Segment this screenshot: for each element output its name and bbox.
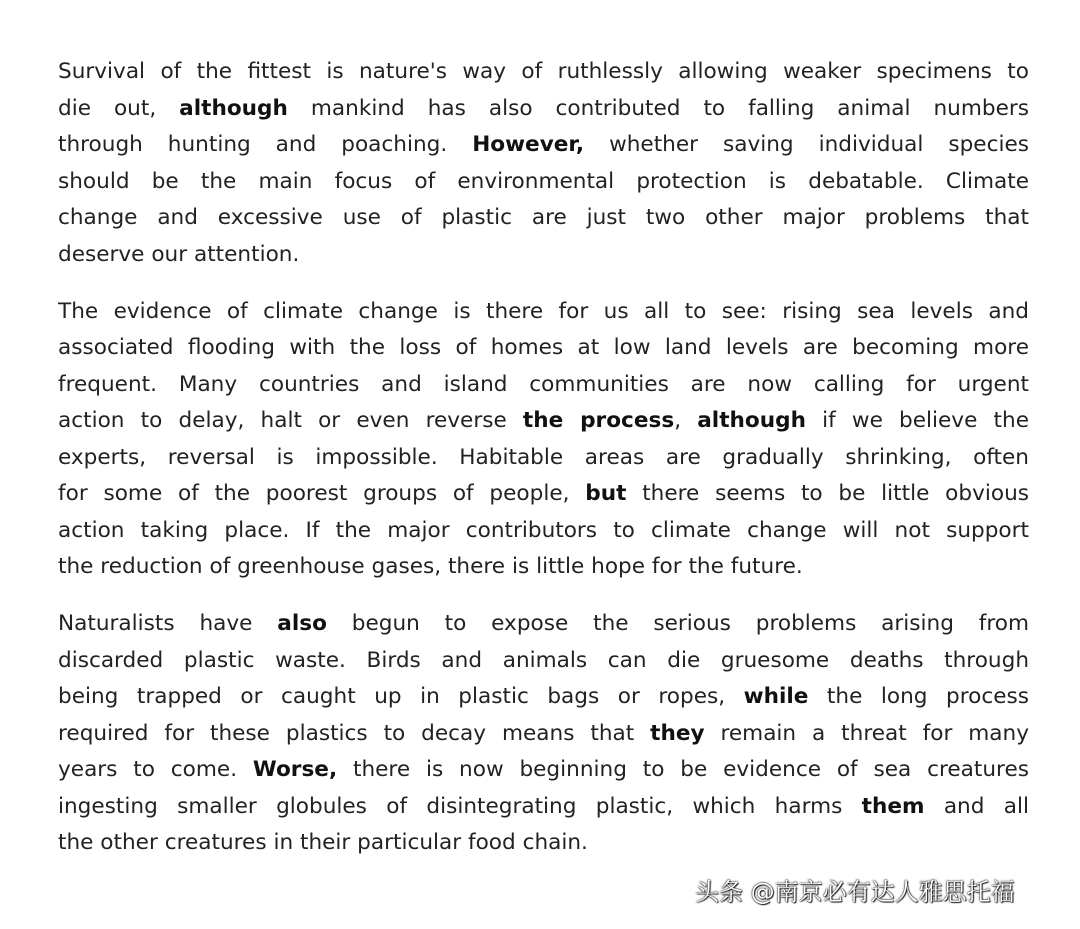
- text-segment: discarded plastic waste. Birds and animals can die gruesome deaths through: [58, 647, 1029, 673]
- text-line: [58, 200, 1029, 237]
- text-segment: begun to expose the serious problems arising from: [326, 611, 1029, 636]
- bold-linking-word: However,: [472, 132, 585, 157]
- bold-linking-word: but: [585, 481, 627, 506]
- text-segment: deserve our attention.: [58, 241, 300, 267]
- text-segment: frequent. Many countries and island communities are now calling for urgent: [58, 371, 1029, 397]
- text-line: [58, 403, 1029, 440]
- text-line: [58, 91, 1029, 128]
- text-segment: being trapped or caught up in plastic bags or ropes,: [58, 684, 744, 709]
- text-line: [58, 440, 1029, 477]
- text-line: [58, 643, 1029, 680]
- text-segment: years to come.: [58, 757, 253, 782]
- text-segment: the other creatures in their particular food chain.: [58, 830, 588, 855]
- text-line: [58, 606, 1029, 643]
- text-line: [58, 367, 1029, 404]
- text-line: [58, 716, 1029, 753]
- bold-linking-word: although: [179, 95, 288, 121]
- text-segment: remain a threat for many: [704, 720, 1029, 746]
- bold-linking-word: also: [277, 611, 327, 636]
- text-segment: through hunting and poaching.: [58, 132, 473, 157]
- text-line: [58, 54, 1029, 91]
- bold-linking-word: the process: [522, 408, 675, 433]
- text-segment: should be the main focus of environmental protection is debatable. Climate: [58, 168, 1029, 194]
- text-segment: ,: [674, 408, 698, 433]
- text-segment: The evidence of climate change is there for us all to see: rising sea levels and: [58, 298, 1029, 324]
- bold-linking-word: although: [697, 408, 806, 433]
- paragraph: [58, 606, 1029, 862]
- paragraph: [58, 54, 1029, 273]
- text-segment: the reduction of greenhouse gases, there is little hope for the future.: [58, 554, 803, 579]
- bold-linking-word: them: [861, 793, 925, 819]
- text-segment: and all: [924, 793, 1029, 819]
- text-segment: the long process: [808, 684, 1029, 709]
- text-segment: for some of the poorest groups of people,: [58, 481, 586, 506]
- paragraph: [58, 294, 1029, 586]
- text-line: [58, 164, 1029, 201]
- text-line: [58, 513, 1029, 550]
- text-line: [58, 237, 1029, 274]
- bold-linking-word: they: [650, 720, 705, 746]
- text-segment: if we believe the: [805, 408, 1029, 433]
- text-segment: required for these plastics to decay means that: [58, 720, 651, 746]
- text-line: [58, 476, 1029, 513]
- text-line: [58, 127, 1029, 164]
- text-line: [58, 294, 1029, 331]
- text-segment: ingesting smaller globules of disintegrating plastic, which harms: [58, 793, 862, 819]
- text-line: [58, 752, 1029, 789]
- text-line: [58, 679, 1029, 716]
- essay-text: [58, 54, 1029, 882]
- text-line: [58, 330, 1029, 367]
- text-segment: action to delay, halt or even reverse: [58, 408, 523, 433]
- text-segment: whether saving individual species: [584, 132, 1029, 157]
- text-segment: experts, reversal is impossible. Habitable areas are gradually shrinking, often: [58, 444, 1029, 470]
- text-segment: Naturalists have: [58, 611, 278, 636]
- bold-linking-word: while: [743, 684, 809, 709]
- text-segment: Survival of the fittest is nature's way of ruthlessly allowing weaker specimens to: [58, 59, 1029, 84]
- bold-linking-word: Worse,: [252, 757, 338, 782]
- text-segment: mankind has also contributed to falling animal numbers: [287, 95, 1029, 121]
- text-segment: associated flooding with the loss of homes at low land levels are becoming more: [58, 335, 1029, 360]
- text-segment: action taking place. If the major contributors to climate change will not support: [58, 517, 1029, 543]
- text-segment: there is now beginning to be evidence of sea creatures: [337, 757, 1029, 782]
- text-segment: change and excessive use of plastic are just two other major problems that: [58, 205, 1029, 230]
- text-line: [58, 789, 1029, 826]
- text-segment: die out,: [58, 95, 180, 121]
- text-line: [58, 825, 1029, 862]
- text-line: [58, 549, 1029, 586]
- text-segment: there seems to be little obvious: [626, 481, 1030, 506]
- watermark: 头条 @南京必有达人雅思托福: [695, 878, 1015, 906]
